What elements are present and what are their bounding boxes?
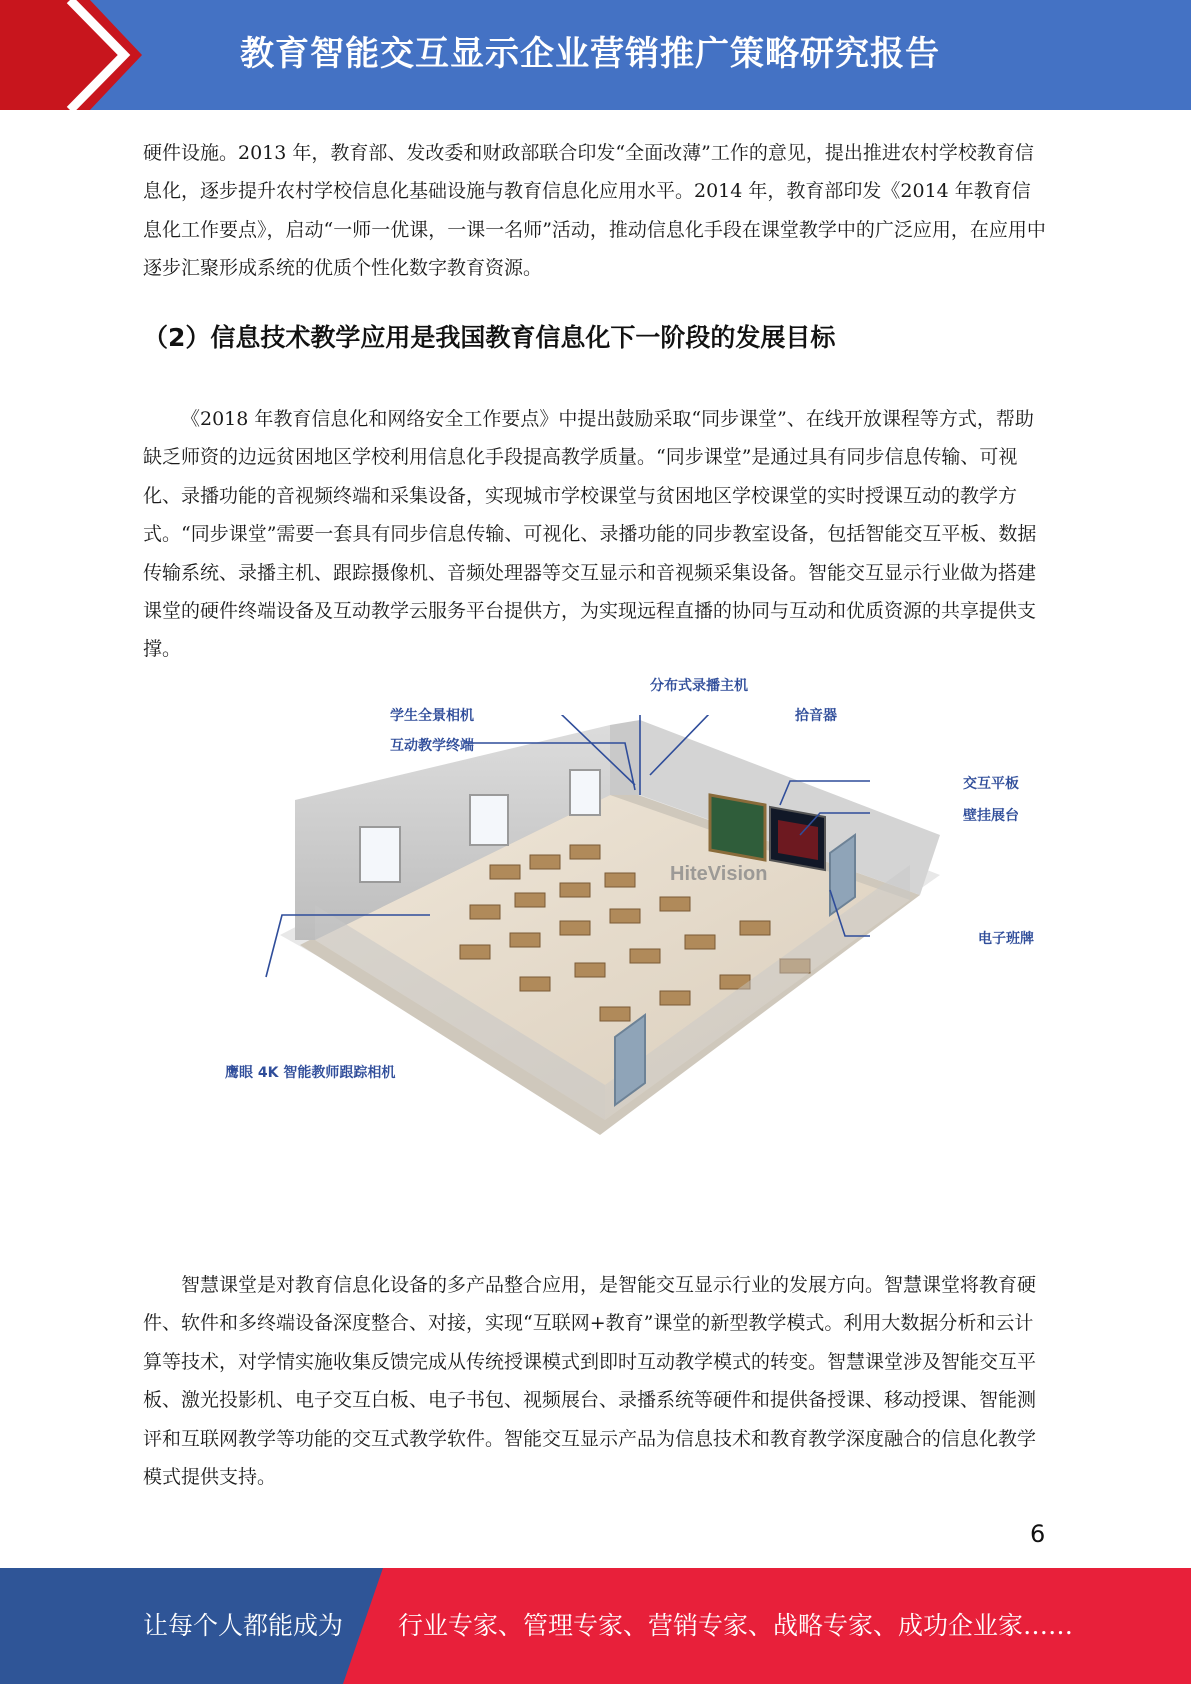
callout-terminal: 互动教学终端 — [390, 738, 474, 754]
paragraph-1: 硬件设施。2013 年，教育部、发改委和财政部联合印发“全面改薄”工作的意见，提出推进农村学校教育信息化，逐步提升农村学校信息化基础设施与教育信息化应用水平。2014 年，教育部印发《2014 年教育信息化工作要点》，启动“一师一优课，一课一名师”活动，推动信息化手段在课堂教学中的广泛应用，在应用中逐步汇聚形成系统的优质个性化数字教育资源。 — [143, 142, 1046, 280]
page-number: 6 — [1030, 1520, 1046, 1548]
callout-class-sign: 电子班牌 — [978, 931, 1034, 947]
page-footer — [0, 1568, 1191, 1684]
brand-watermark: HiteVision — [670, 863, 768, 885]
footer-slogan-right: 行业专家、管理专家、营销专家、战略专家、成功企业家…… — [398, 1611, 1074, 1640]
callout-pickup: 拾音器 — [795, 708, 837, 724]
callout-panel: 交互平板 — [963, 776, 1019, 792]
callout-teacher-camera: 鹰眼 4K 智能教师跟踪相机 — [225, 1065, 396, 1081]
report-title: 教育智能交互显示企业营销推广策略研究报告 — [240, 34, 940, 74]
footer-slogan-left: 让每个人都能成为 — [143, 1611, 344, 1640]
paragraph-2: 《2018 年教育信息化和网络安全工作要点》中提出鼓励采取“同步课堂”、在线开放课程等方式，帮助缺乏师资的边远贫困地区学校利用信息化手段提高教学质量。“同步课堂”是通过具有同步信息传输、可视化、录播功能的音视频终端和采集设备，实现城市学校课堂与贫困地区学校课堂的实时授课互动的教学方式。“同步课堂”需要一套具有同步信息传输、可视化、录播功能的同步教室设备，包括智能交互平板、数据传输系统、录播主机、跟踪摄像机、音频处理器等交互显示和音视频采集设备。智能交互显示行业做为搭建课堂的硬件终端设备及互动教学云服务平台提供方，为实现远程直播的协同与互动和优质资源的共享提供支撑。 — [143, 408, 1037, 661]
paragraph-3: 智慧课堂是对教育信息化设备的多产品整合应用，是智能交互显示行业的发展方向。智慧课堂将教育硬件、软件和多终端设备深度整合、对接，实现“互联网+教育”课堂的新型教学模式。利用大数据分析和云计算等技术，对学情实施收集反馈完成从传统授课模式到即时互动教学模式的转变。智慧课堂涉及智能交互平板、激光投影机、电子交互白板、电子书包、视频展台、录播系统等硬件和提供备授课、移动授课、智能测评和互联网教学等功能的交互式教学软件。智能交互显示产品为信息技术和教育教学深度融合的信息化教学模式提供支持。 — [143, 1274, 1037, 1489]
classroom-illustration — [220, 715, 1070, 1215]
callout-recorder: 分布式录播主机 — [650, 678, 748, 694]
callout-booth: 壁挂展台 — [963, 808, 1019, 824]
header-arrow-decoration — [0, 0, 150, 110]
page-header — [0, 0, 1191, 110]
section-heading: （2）信息技术教学应用是我国教育信息化下一阶段的发展目标 — [143, 323, 836, 352]
callout-student-camera: 学生全景相机 — [390, 708, 474, 724]
smart-classroom-figure — [220, 678, 1070, 1215]
